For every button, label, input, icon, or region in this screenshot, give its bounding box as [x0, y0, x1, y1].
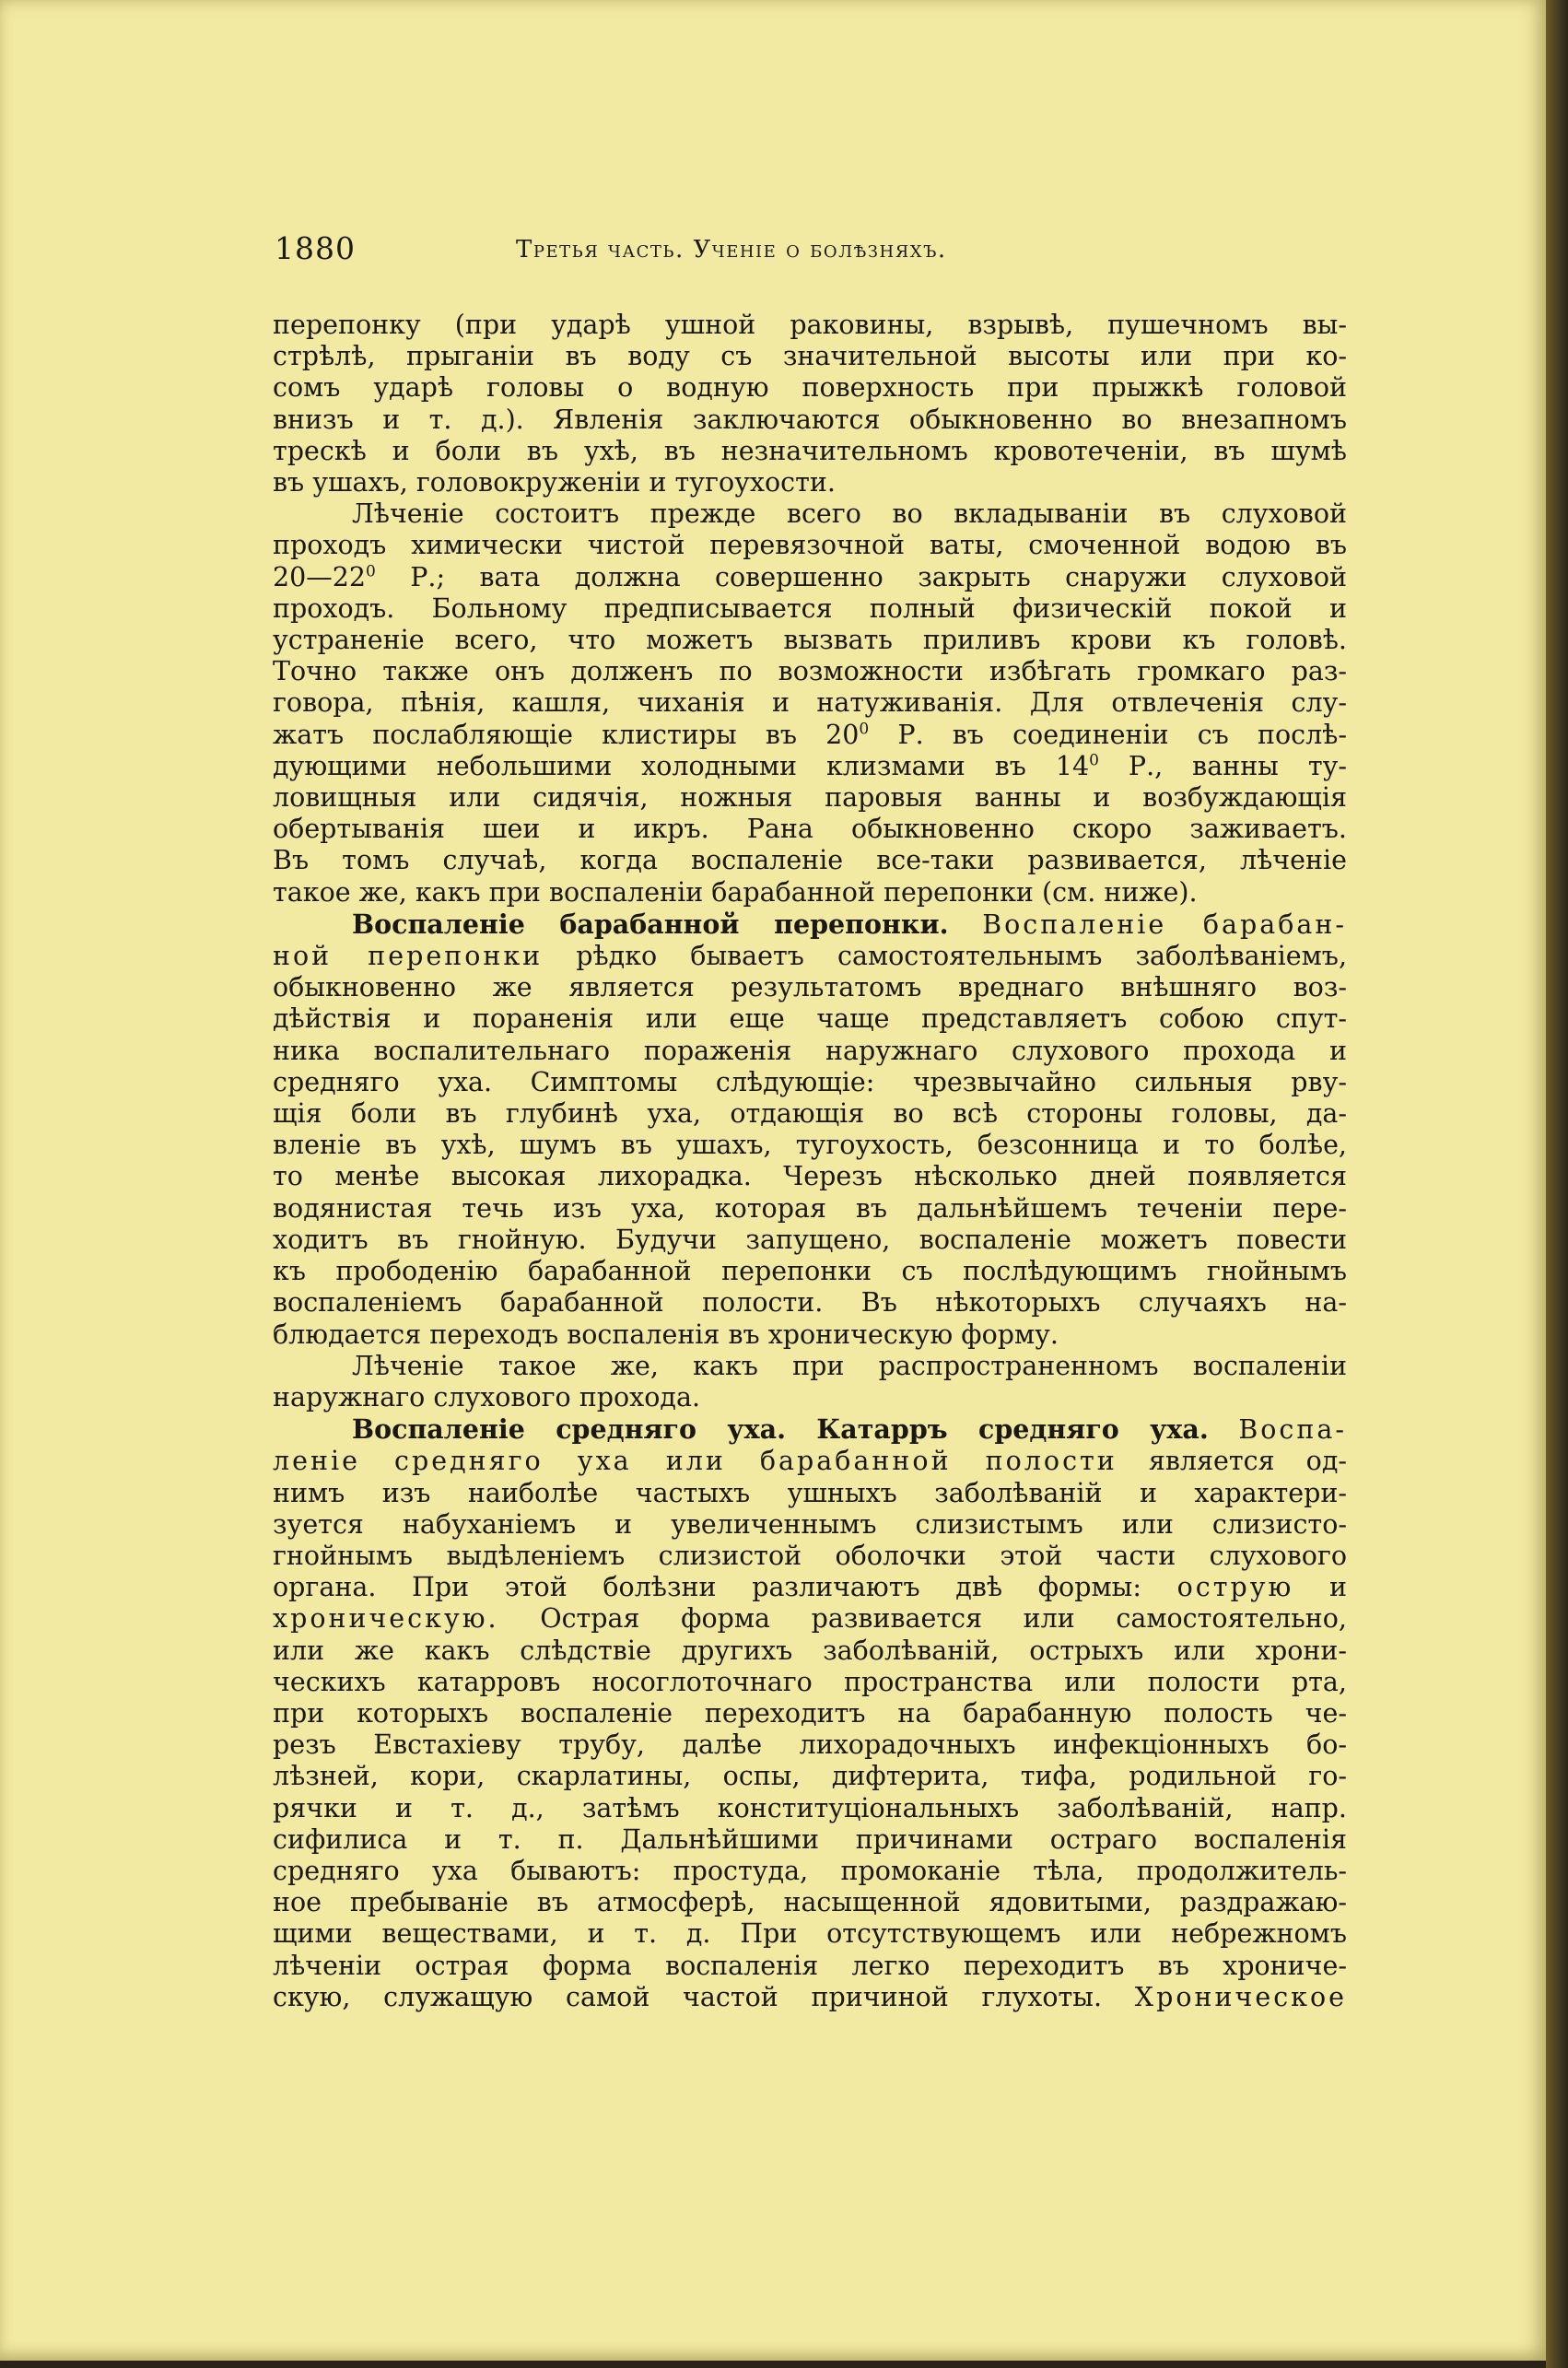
section-heading: Воспаленіе средняго уха. Катарръ средняго уха.: [352, 1413, 1209, 1446]
text-line: при которыхъ воспаленіе переходитъ на барабанную полость че-: [273, 1697, 1347, 1729]
text-line: сомъ ударѣ головы о водную поверхность при прыжкѣ головой: [273, 372, 1347, 404]
section-heading: Воспаленіе барабанной перепонки.: [352, 908, 949, 940]
text-fragment: [949, 909, 983, 940]
text-line: проходъ химически чистой перевязочной ваты, смоченной водою въ: [273, 530, 1347, 561]
text-line: трескѣ и боли въ ухѣ, въ незначительномъ кровотеченіи, въ шумѣ: [273, 435, 1347, 466]
text-line: щія боли въ глубинѣ уха, отдающія во всѣ стороны головы, да-: [273, 1098, 1347, 1130]
text-line: Точно также онъ долженъ по возможности избѣгать громкаго раз-: [273, 656, 1347, 687]
text-fragment: скую, служащую самой частой причиной глухоты.: [273, 1981, 1135, 2012]
spaced-term: леніе средняго уха или барабанной полости: [273, 1446, 1117, 1477]
text-fragment: и: [1293, 1572, 1347, 1603]
text-fragment: Острая форма развивается или самостоятельно,: [498, 1603, 1347, 1635]
text-line: вленіе въ ухѣ, шумъ въ ушахъ, тугоухость, безсонница и то болѣе,: [273, 1130, 1347, 1161]
text-fragment: органа. При этой болѣзни различаютъ двѣ формы:: [273, 1572, 1177, 1603]
text-fragment: Р.; вата должна совершенно закрыть снаружи слуховой: [375, 561, 1347, 592]
spaced-term: Воспа-: [1238, 1414, 1347, 1446]
text-line: щими веществами, и т. д. При отсутствующемъ или небрежномъ: [273, 1918, 1347, 1950]
text-fragment: дующими небольшими холодными клизмами въ 14: [273, 750, 1090, 781]
text-line: зуется набуханіемъ и увеличеннымъ слизистымъ или слизисто-: [273, 1508, 1347, 1540]
paragraph-5: [273, 1413, 1347, 2013]
text-line: средняго уха. Симптомы слѣдующіе: чрезвычайно сильныя рву-: [273, 1066, 1347, 1097]
text-line: ное пребываніе въ атмосферѣ, насыщенной ядовитыми, раздражаю-: [273, 1887, 1347, 1918]
text-line: лѣзней, кори, скарлатины, оспы, дифтерита, тифа, родильной го-: [273, 1761, 1347, 1792]
text-line: ловищныя или сидячія, ножныя паровыя ванны и возбуждающія: [273, 782, 1347, 814]
text-line: блюдается переходъ воспаленія въ хроническую форму.: [273, 1319, 1059, 1350]
page-header: [275, 230, 1362, 276]
text-fragment: является од-: [1117, 1446, 1347, 1477]
text-line: средняго уха бываютъ: простуда, промоканіе тѣла, продолжитель-: [273, 1855, 1347, 1886]
text-line: такое же, какъ при воспаленіи барабанной перепонки (см. ниже).: [273, 876, 1198, 908]
text-line: [273, 751, 1347, 782]
text-line: [273, 1603, 1347, 1635]
text-line: ника воспалительнаго пораженія наружнаго слухового прохода и: [273, 1035, 1347, 1066]
text-line: стрѣлѣ, прыганіи въ воду съ значительной высоты или при ко-: [273, 341, 1347, 372]
text-line: сифилиса и т. п. Дальнѣйшими причинами остраго воспаленія: [273, 1823, 1347, 1855]
text-line: наружнаго слухового прохода.: [273, 1381, 701, 1413]
text-line: [273, 720, 1347, 751]
text-fragment: Р. въ соединеніи съ послѣ-: [869, 719, 1347, 750]
spaced-term: хроническую.: [273, 1603, 499, 1635]
text-line: резъ Евстахіеву трубу, далѣе лихорадочныхъ инфекціонныхъ бо-: [273, 1729, 1347, 1761]
text-line: или же какъ слѣдствіе другихъ заболѣваній, острыхъ или хрони-: [273, 1635, 1347, 1666]
body-text: [273, 310, 1347, 2013]
text-line: обыкновенно же является результатомъ вреднаго внѣшняго воз-: [273, 972, 1347, 1003]
page-number: 1880: [275, 230, 356, 266]
paragraph-3: [273, 909, 1347, 1351]
text-fragment: Р., ванны ту-: [1098, 750, 1347, 781]
degree-sign: 0: [859, 720, 870, 739]
text-line: нимъ изъ наиболѣе частыхъ ушныхъ заболѣваній и характери-: [273, 1477, 1347, 1508]
text-line: ческихъ катарровъ носоглоточнаго пространства или полости рта,: [273, 1666, 1347, 1697]
spaced-term: острую: [1176, 1572, 1294, 1603]
text-line: водянистая течь изъ уха, которая въ дальнѣйшемъ теченіи пере-: [273, 1192, 1347, 1224]
paragraph-1: [273, 310, 1347, 498]
running-title: Третья часть. Ученіе о болѣзняхъ.: [516, 236, 947, 264]
text-line: устраненіе всего, что можетъ вызвать приливъ крови къ головѣ.: [273, 625, 1347, 656]
text-line: въ ушахъ, головокруженіи и тугоухости.: [273, 467, 836, 498]
text-line: Лѣченіе такое же, какъ при распространенномъ воспаленіи: [352, 1350, 1347, 1381]
spaced-term: Хроническое: [1134, 1981, 1347, 2012]
text-line: воспаленіемъ барабанной полости. Въ нѣкоторыхъ случаяхъ на-: [273, 1287, 1347, 1319]
paragraph-4: [273, 1351, 1347, 1413]
text-line: къ прободенію барабанной перепонки съ послѣдующимъ гнойнымъ: [273, 1256, 1347, 1287]
text-line: ходитъ въ гнойную. Будучи запущено, воспаленіе можетъ повести: [273, 1224, 1347, 1255]
spaced-term: ной перепонки: [273, 941, 544, 972]
text-line: дѣйствія и пораненія или еще чаще представляетъ собою спут-: [273, 1003, 1347, 1035]
degree-sign: 0: [366, 562, 376, 581]
text-line: [273, 1572, 1347, 1603]
text-line: [273, 562, 1347, 593]
degree-sign: 0: [1089, 751, 1099, 770]
text-line: то менѣе высокая лихорадка. Черезъ нѣсколько дней появляется: [273, 1161, 1347, 1192]
book-spine-edge: [1546, 0, 1568, 2368]
text-fragment: [1209, 1414, 1239, 1445]
paragraph-2: [273, 498, 1347, 909]
text-fragment: жатъ послабляющіе клистиры въ 20: [273, 719, 860, 750]
text-line: говора, пѣнія, кашля, чиханія и натуживанія. Для отвлеченія слу-: [273, 687, 1347, 719]
text-line: внизъ и т. д.). Явленія заключаются обыкновенно во внезапномъ: [273, 404, 1347, 435]
text-line: [273, 941, 1347, 972]
text-line: Лѣченіе состоитъ прежде всего во вкладываніи въ слуховой: [352, 498, 1347, 530]
temperature-range: 20—22: [273, 561, 367, 592]
text-line: [273, 909, 1347, 941]
text-fragment: рѣдко бываетъ самостоятельнымъ заболѣваніемъ,: [543, 941, 1347, 972]
text-line: лѣченіи острая форма воспаленія легко переходитъ въ хрониче-: [273, 1950, 1347, 1981]
spaced-term: Воспаленіе барабан-: [982, 909, 1348, 940]
text-line: обертыванія шеи и икръ. Рана обыкновенно скоро заживаетъ.: [273, 814, 1347, 845]
text-line: [273, 1982, 1347, 2013]
text-line: Въ томъ случаѣ, когда воспаленіе все-таки развивается, лѣченіе: [273, 845, 1347, 876]
text-line: перепонку (при ударѣ ушной раковины, взрывѣ, пушечномъ вы-: [273, 310, 1347, 340]
text-line: гнойнымъ выдѣленіемъ слизистой оболочки этой части слухового: [273, 1540, 1347, 1571]
text-line: [273, 1446, 1347, 1477]
text-line: проходъ. Больному предписывается полный физическій покой и: [273, 592, 1347, 624]
text-line: [273, 1413, 1347, 1446]
text-line: рячки и т. д., затѣмъ конституціональныхъ заболѣваній, напр.: [273, 1792, 1347, 1823]
